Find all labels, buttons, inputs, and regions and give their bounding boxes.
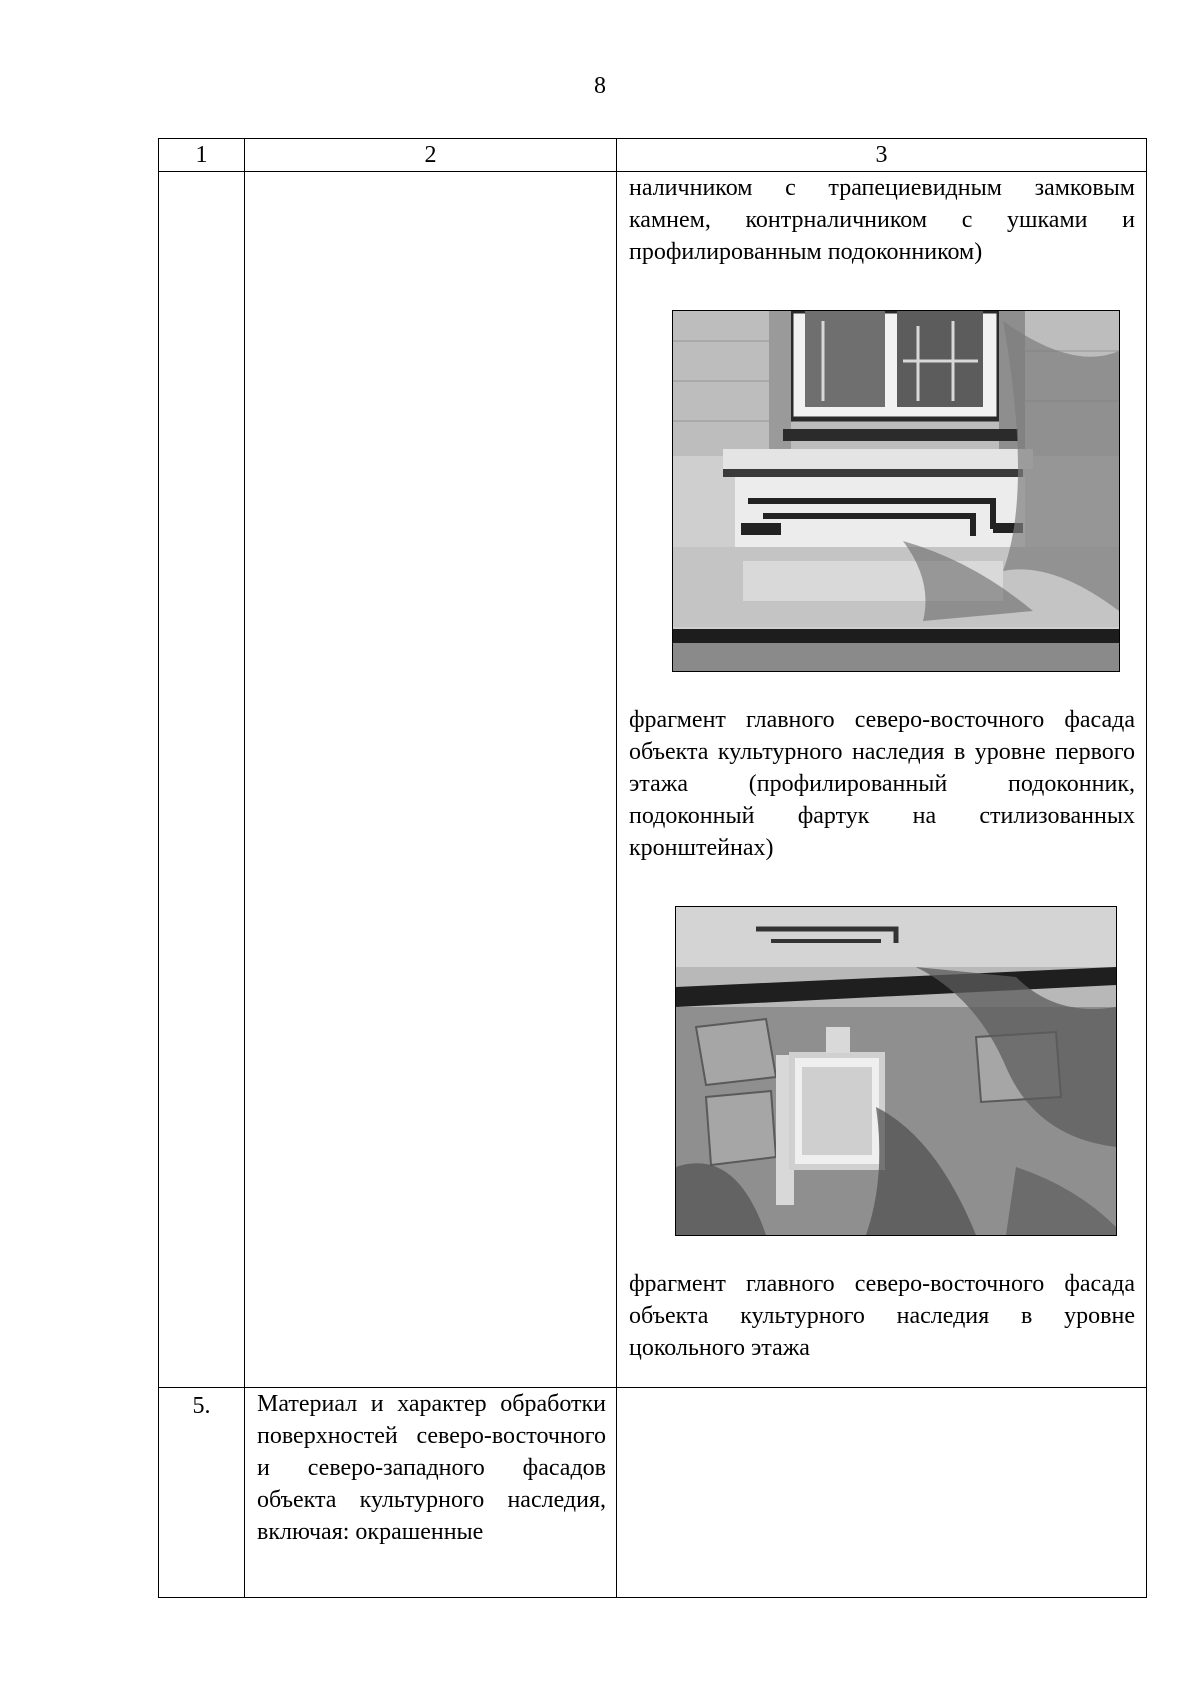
facade-photo-basement	[675, 906, 1117, 1236]
page-number: 8	[594, 73, 606, 99]
row-description-text: Материал и характер обработки поверхностей северо-восточного и северо-западного фасадов объекта культурного наследия, включая: окрашенные	[257, 1391, 606, 1545]
table-header-row	[159, 139, 1147, 172]
heritage-table	[158, 138, 1147, 1598]
photo-caption-basement: фрагмент главного северо-восточного фасада объекта культурного наследия в уровне цокольного этажа	[629, 1271, 1135, 1361]
facade-photo-first-floor	[672, 310, 1120, 672]
row-description	[245, 1388, 617, 1598]
facade-photo-basement-image	[676, 907, 1116, 1235]
continuation-number-cell	[159, 172, 245, 1388]
details-text-top: наличником с трапециевидным замковым камнем, контрналичником с ушками и профилированным подоконником)	[629, 175, 1135, 265]
facade-photo-first-floor-image	[673, 311, 1119, 671]
header-col-3: 3	[617, 139, 1147, 172]
header-col-2: 2	[245, 139, 617, 172]
continuation-description-cell	[245, 172, 617, 1388]
row-details	[617, 1388, 1147, 1598]
table-row-continuation	[159, 172, 1147, 1388]
header-col-1: 1	[159, 139, 245, 172]
row-number: 5.	[159, 1388, 245, 1598]
photo-caption-first-floor: фрагмент главного северо-восточного фасада объекта культурного наследия в уровне первого этажа (профилированный подоконник, подоконный фартук на стилизованных кронштейнах)	[629, 707, 1135, 861]
continuation-details-cell	[617, 172, 1147, 1388]
table-row	[159, 1388, 1147, 1598]
